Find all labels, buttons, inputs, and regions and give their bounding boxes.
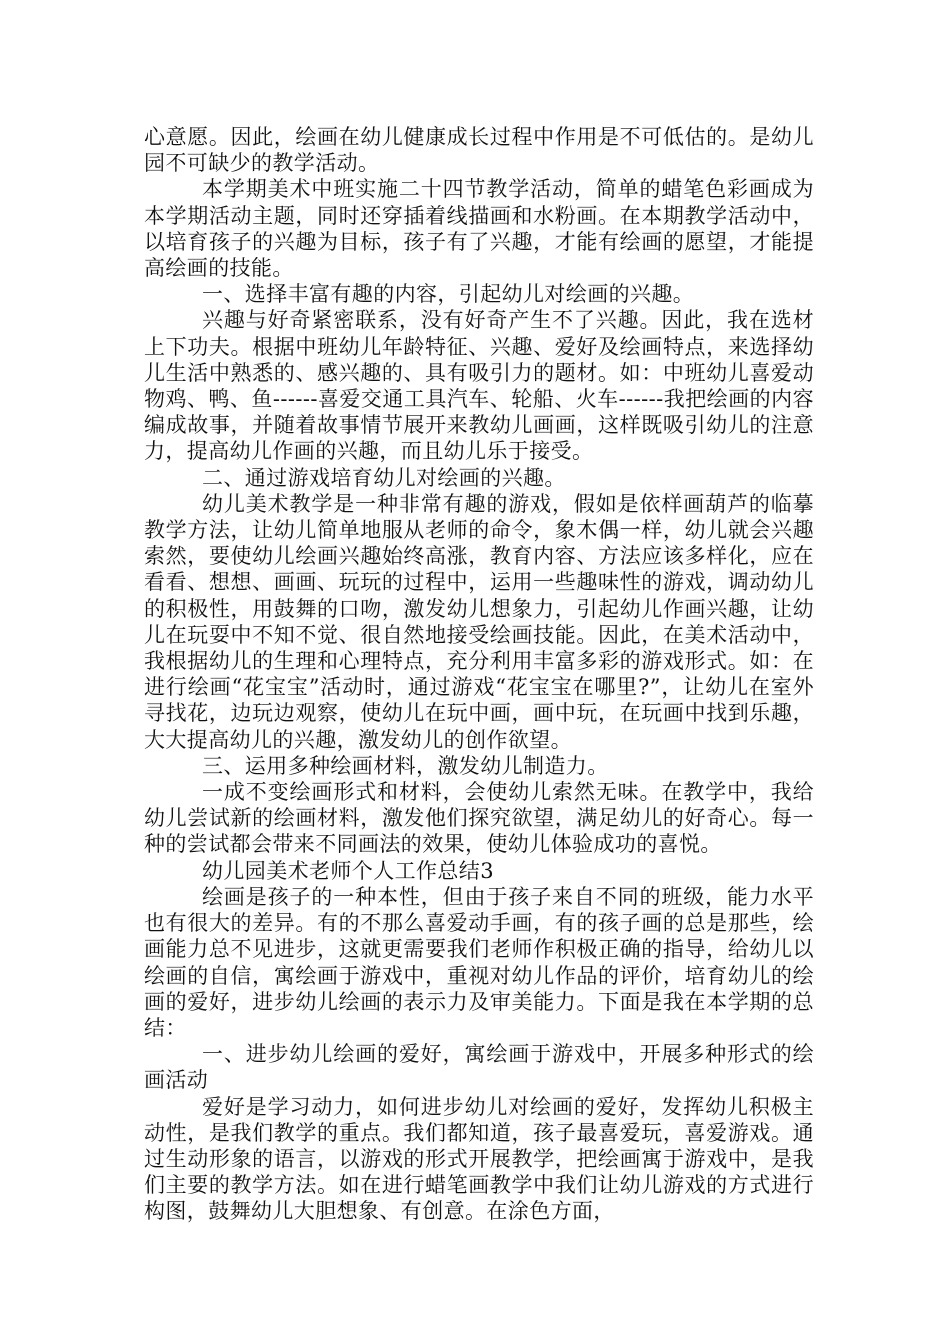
document-subtitle: 幼儿园美术老师个人工作总结3: [202, 858, 494, 883]
paragraph-6: 绘画是孩子的一种本性，但由于孩子来自不同的班级，能力水平也有很大的差异。有的不那么喜爱动手画，有的孩子画的总是那些，绘画能力总不见进步，这就更需要我们老师作积极正确的指导，给幼儿以绘画的自信，寓绘画于游戏中，重视对幼儿作品的评价，培育幼儿的绘画的爱好，进步幼儿绘画的表示力及审美能力。下面是我在本学期的总结：: [144, 884, 814, 1040]
paragraph-5: 一成不变绘画形式和材料，会使幼儿索然无味。在教学中，我给幼儿尝试新的绘画材料，激发他们探究欲望，满足幼儿的好奇心。每一种的尝试都会带来不同画法的效果，使幼儿体验成功的喜悦。: [144, 780, 814, 857]
section-heading-1: 一、选择丰富有趣的内容，引起幼儿对绘画的兴趣。: [202, 282, 695, 307]
section-heading-4: 一、进步幼儿绘画的爱好，寓绘画于游戏中，开展多种形式的绘画活动: [144, 1042, 814, 1093]
section-heading-2: 二、通过游戏培育幼儿对绘画的兴趣。: [202, 465, 566, 490]
paragraph-3: 兴趣与好奇紧密联系，没有好奇产生不了兴趣。因此，我在选材上下功夫。根据中班幼儿年龄特征、兴趣、爱好及绘画特点，来选择幼儿生活中熟悉的、感兴趣的、具有吸引力的题材。如：中班幼儿喜爱动物鸡、鸭、鱼------喜爱交通工具汽车、轮船、火车------我把绘画的内容编成故事，并随着故事情节展开来教幼儿画画，这样既吸引幼儿的注意力，提高幼儿作画的兴趣，而且幼儿乐于接受。: [144, 308, 814, 464]
paragraph-1: 心意愿。因此，绘画在幼儿健康成长过程中作用是不可低估的。是幼儿园不可缺少的教学活动。: [144, 125, 814, 176]
section-heading-3: 三、运用多种绘画材料，激发幼儿制造力。: [202, 753, 609, 778]
document-body: [144, 124, 814, 1225]
paragraph-4: 幼儿美术教学是一种非常有趣的游戏，假如是依样画葫芦的临摹教学方法，让幼儿简单地服从老师的命令，象木偶一样，幼儿就会兴趣索然，要使幼儿绘画兴趣始终高涨，教育内容、方法应该多样化，应在看看、想想、画画、玩玩的过程中，运用一些趣味性的游戏，调动幼儿的积极性，用鼓舞的口吻，激发幼儿想象力，引起幼儿作画兴趣，让幼儿在玩耍中不知不觉、很自然地接受绘画技能。因此，在美术活动中，我根据幼儿的生理和心理特点，充分利用丰富多彩的游戏形式。如：在进行绘画“花宝宝”活动时，通过游戏“花宝宝在哪里?”，让幼儿在室外寻找花，边玩边观察，使幼儿在玩中画，画中玩，在玩画中找到乐趣，大大提高幼儿的兴趣，激发幼儿的创作欲望。: [144, 491, 814, 752]
paragraph-2: 本学期美术中班实施二十四节教学活动，简单的蜡笔色彩画成为本学期活动主题，同时还穿插着线描画和水粉画。在本期教学活动中，以培育孩子的兴趣为目标，孩子有了兴趣，才能有绘画的愿望，才能提高绘画的技能。: [144, 177, 814, 281]
paragraph-7: 爱好是学习动力，如何进步幼儿对绘画的爱好，发挥幼儿积极主动性，是我们教学的重点。我们都知道，孩子最喜爱玩，喜爱游戏。通过生动形象的语言，以游戏的形式开展教学，把绘画寓于游戏中，是我们主要的教学方法。如在进行蜡笔画教学中我们让幼儿游戏的方式进行构图，鼓舞幼儿大胆想象、有创意。在涂色方面，: [144, 1094, 814, 1224]
